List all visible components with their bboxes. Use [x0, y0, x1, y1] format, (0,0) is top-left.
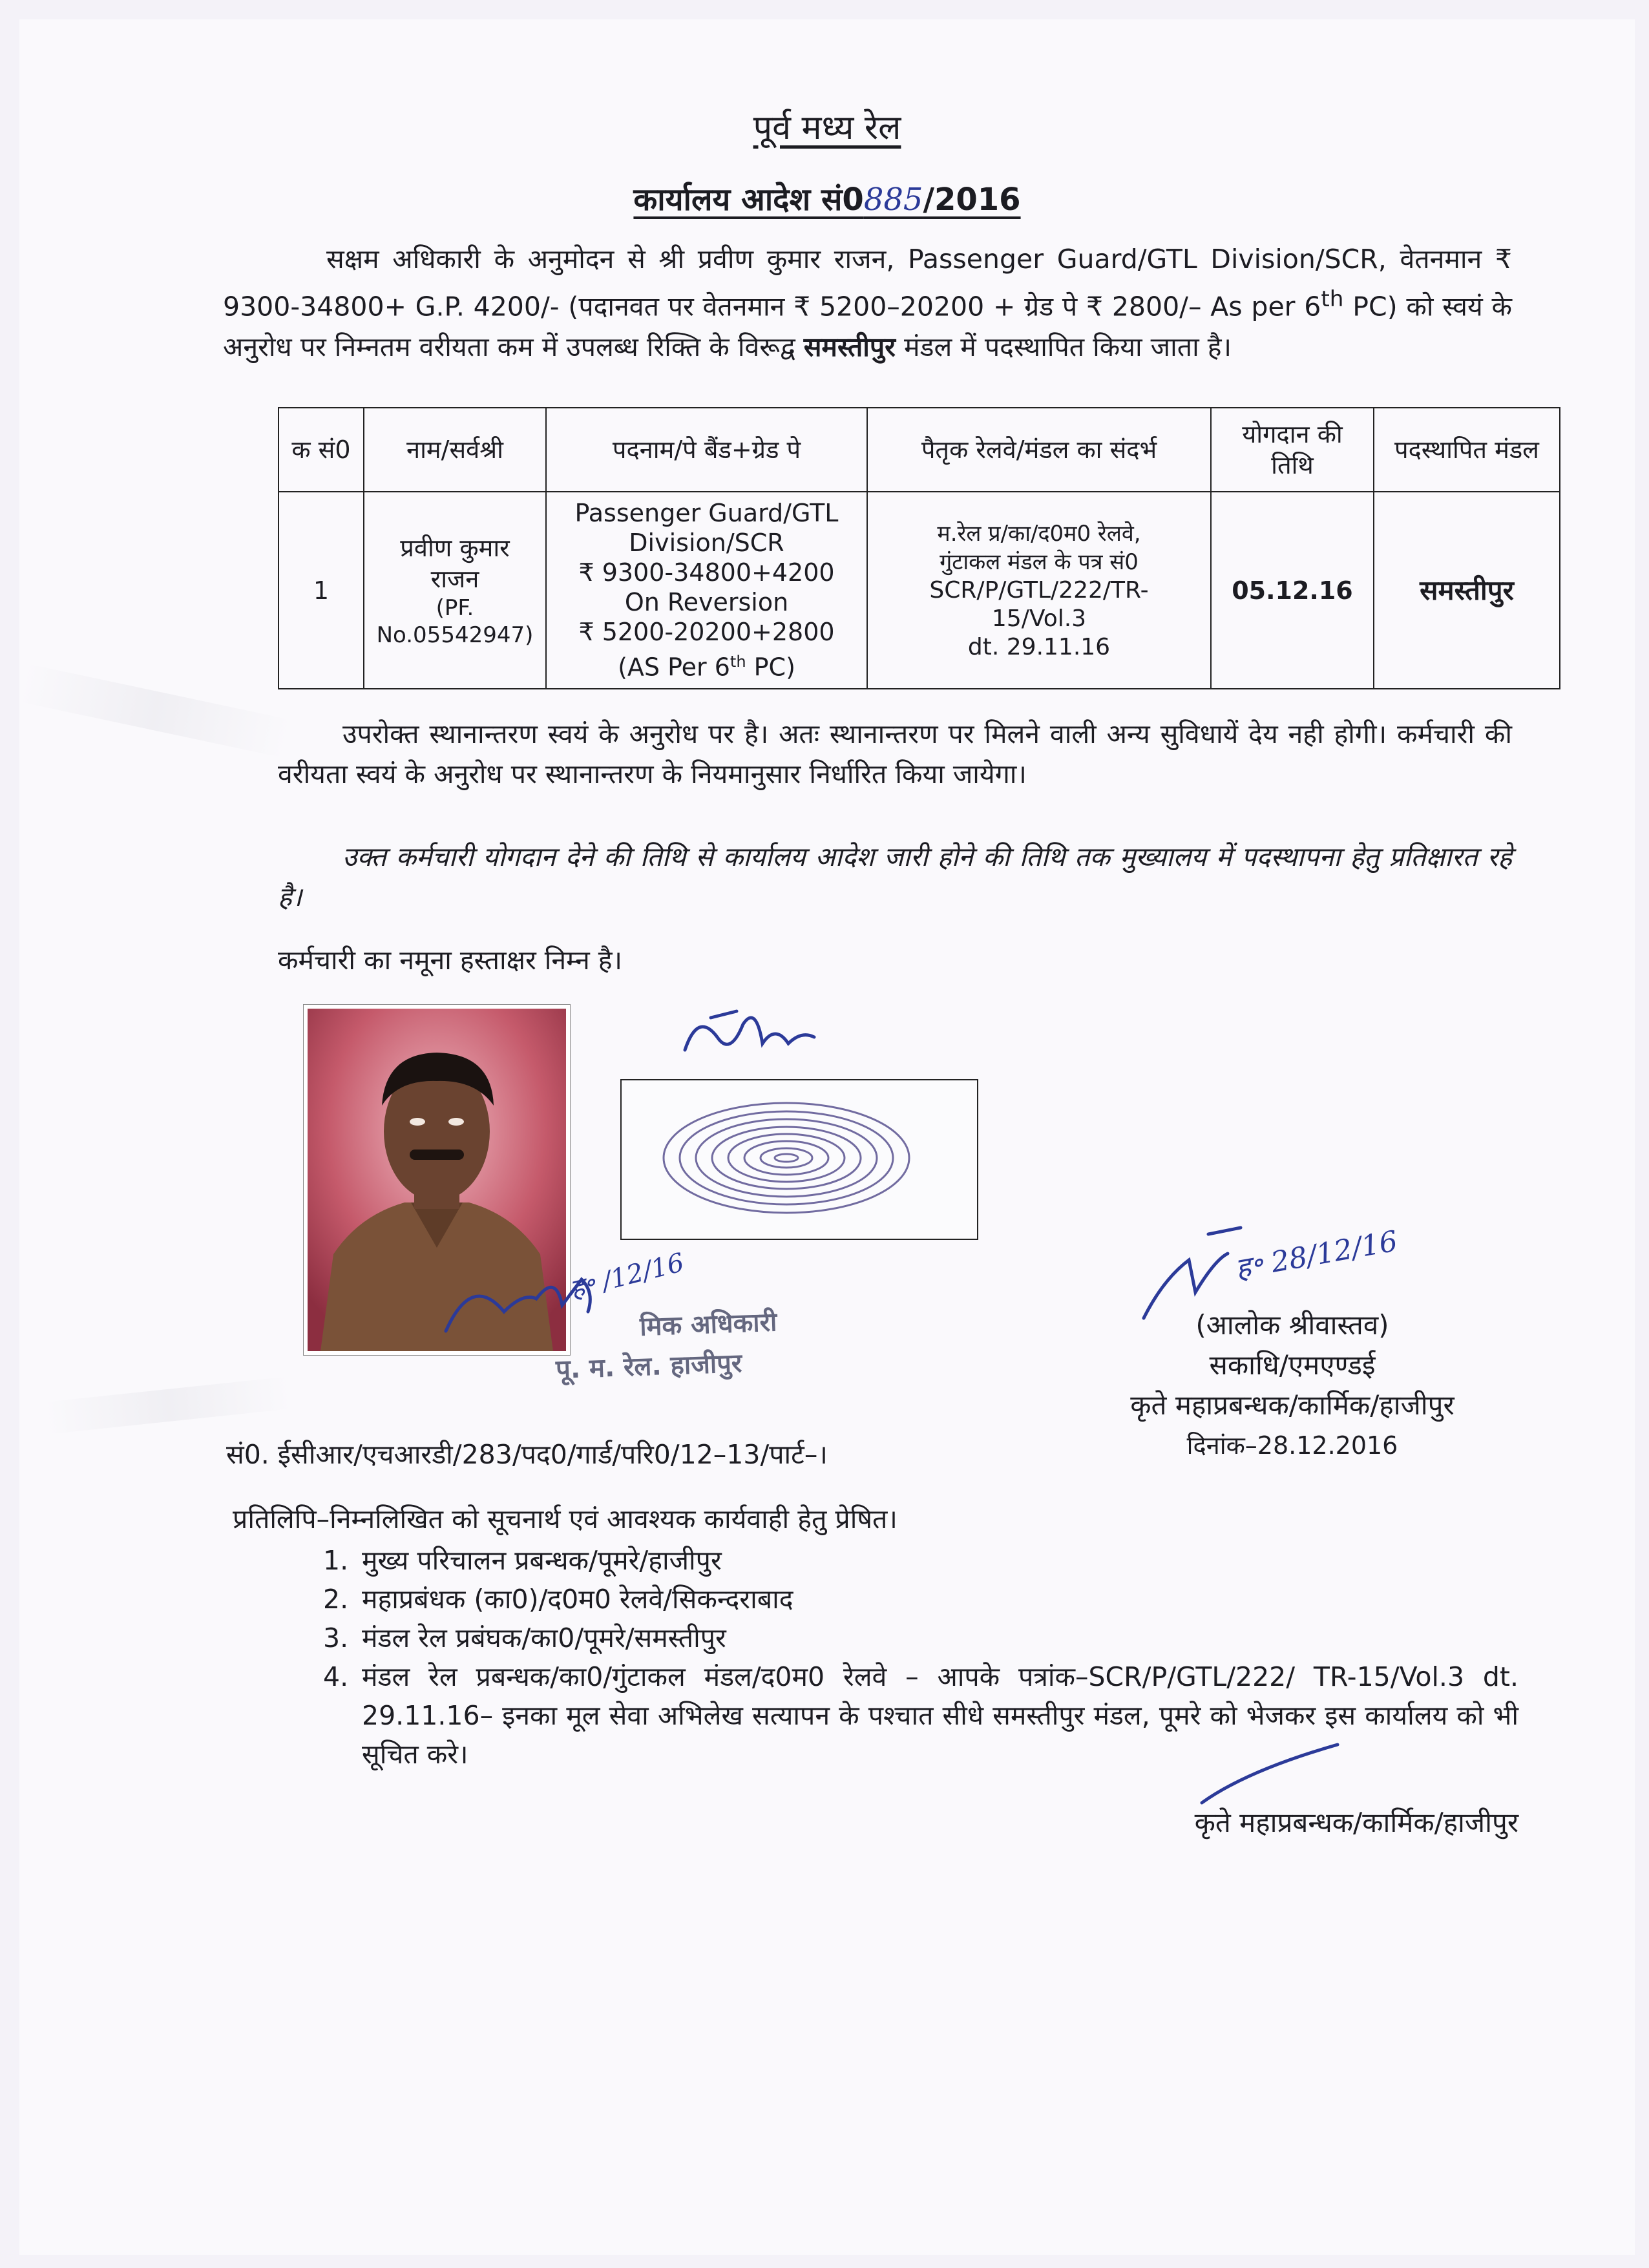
- table-header-row: [278, 408, 1560, 492]
- order-number: कार्यालय आदेश सं0885/2016: [633, 182, 1021, 218]
- reference-number: सं0. ईसीआर/एचआरडी/283/पद0/गार्ड/परि0/12–13/पार्ट–।: [226, 1439, 828, 1470]
- handwritten-order-number: 885: [863, 182, 923, 218]
- footer-for-line: कृते महाप्रबन्धक/कार्मिक/हाजीपुर: [1194, 1807, 1518, 1838]
- list-item: 3. मंडल रेल प्रबंघक/का0/पूमरे/समस्तीपुर: [323, 1622, 726, 1654]
- officer-stamp-line2: पू. म. रेल. हाजीपुर: [555, 1348, 743, 1385]
- col-header-joining-date: योगदान की तिथि: [1211, 408, 1374, 492]
- col-header-parent-railway: पैतृक रेलवे/मंडल का संदर्भ: [867, 408, 1211, 492]
- cell-posted-division: समस्तीपुर: [1374, 492, 1560, 689]
- signatory-for: कृते महाप्रबन्धक/कार्मिक/हाजीपुर: [1130, 1389, 1455, 1421]
- terms-paragraph: उपरोक्त स्थानान्तरण स्वयं के अनुरोध पर है। अतः स्थानान्तरण पर मिलने वाली अन्य सुविधायें देय नही होगी। कर्मचारी की वरीयता स्वयं के अनुरोध पर स्थानान्तरण के नियमानुसार निर्धारित किया जायेगा।: [278, 719, 1512, 790]
- cell-joining-date: 05.12.16: [1211, 492, 1374, 689]
- officer-stamp-line1: मिक अधिकारी: [639, 1307, 778, 1342]
- org-title: पूर्व मध्य रेल: [753, 109, 901, 147]
- paper-crease: [18, 664, 291, 758]
- waiting-paragraph: उक्त कर्मचारी योगदान देने की तिथि से कार्यालय आदेश जारी होने की तिथि तक मुख्यालय में पदस्थापना हेतु प्रतिक्षारत रहे है।: [278, 841, 1512, 912]
- list-item: 1. मुख्य परिचालन प्रबन्धक/पूमरे/हाजीपुर: [323, 1545, 722, 1576]
- list-item: 4. मंडल रेल प्रबन्धक/का0/गुंटाकल मंडल/द0म0 रेलवे – आपके पत्रांक–SCR/P/GTL/222/ TR-15/Vol.3 dt. 29.11.16– इनका मूल सेवा अभिलेख सत्यापन के पश्चात सीधे समस्तीपुर मंडल, पूमरे को भेजकर इस कार्यालय को भी सूचित करे।: [323, 1661, 1518, 1770]
- thumb-impression-box: [620, 1079, 978, 1240]
- signatory-date: दिनांक–28.12.2016: [1186, 1431, 1398, 1460]
- list-item: 2. महाप्रबंधक (का0)/द0म0 रेलवे/सिकन्दराबाद: [323, 1584, 793, 1615]
- col-header-name: नाम/सर्वश्री: [364, 408, 546, 492]
- sample-signature-label: कर्मचारी का नमूना हस्ताक्षर निम्न है।: [278, 945, 623, 976]
- cell-designation: Passenger Guard/GTL Division/SCR ₹ 9300-34800+4200 On Reversion ₹ 5200-20200+2800 (AS Per 6th PC): [546, 492, 867, 689]
- cell-name: प्रवीण कुमार राजन (PF. No.05542947): [364, 492, 546, 689]
- signatory-designation: सकाधि/एमएण्डई: [1209, 1349, 1376, 1381]
- paper-crease: [44, 1376, 291, 1434]
- col-header-posted-division: पदस्थापित मंडल: [1374, 408, 1560, 492]
- copy-to-heading: प्रतिलिपि–निम्नलिखित को सूचनार्थ एवं आवश्यक कार्यवाही हेतु प्रेषित।: [233, 1504, 898, 1535]
- footer-signature: [1189, 1732, 1357, 1809]
- col-header-designation: पदनाम/पे बैंड+ग्रेड पे: [546, 408, 867, 492]
- cell-parent-reference: म.रेल प्र/का/द0म0 रेलवे, गुंटाकल मंडल के पत्र सं0 SCR/P/GTL/222/TR- 15/Vol.3 dt. 29.11.16: [867, 492, 1211, 689]
- col-header-sno: क सं0: [278, 408, 364, 492]
- intro-paragraph: सक्षम अधिकारी के अनुमोदन से श्री प्रवीण कुमार राजन, Passenger Guard/GTL Division/SCR, वेतनमान ₹ 9300-34800+ G.P. 4200/- (पदानवत पर वेतनमान ₹ 5200–20200 + ग्रेड पे ₹ 2800/– As per 6th PC) को स्वयं के अनुरोध पर निम्नतम वरीयता कम में उपलब्ध रिक्ति के विरूद्व समस्तीपुर मंडल में पदस्थापित किया जाता है।: [223, 244, 1512, 362]
- cell-sno: 1: [278, 492, 364, 689]
- document-page: [19, 19, 1635, 2255]
- posting-table: [278, 407, 1560, 689]
- employee-signature: [672, 998, 827, 1076]
- table-row: [278, 492, 1560, 689]
- attest-handwritten-date: ह॰ /12/16: [567, 1247, 688, 1305]
- signatory-handwritten-date: ह॰ 28/12/16: [1232, 1224, 1400, 1286]
- signatory-name: (आलोक श्रीवास्तव): [1195, 1309, 1389, 1341]
